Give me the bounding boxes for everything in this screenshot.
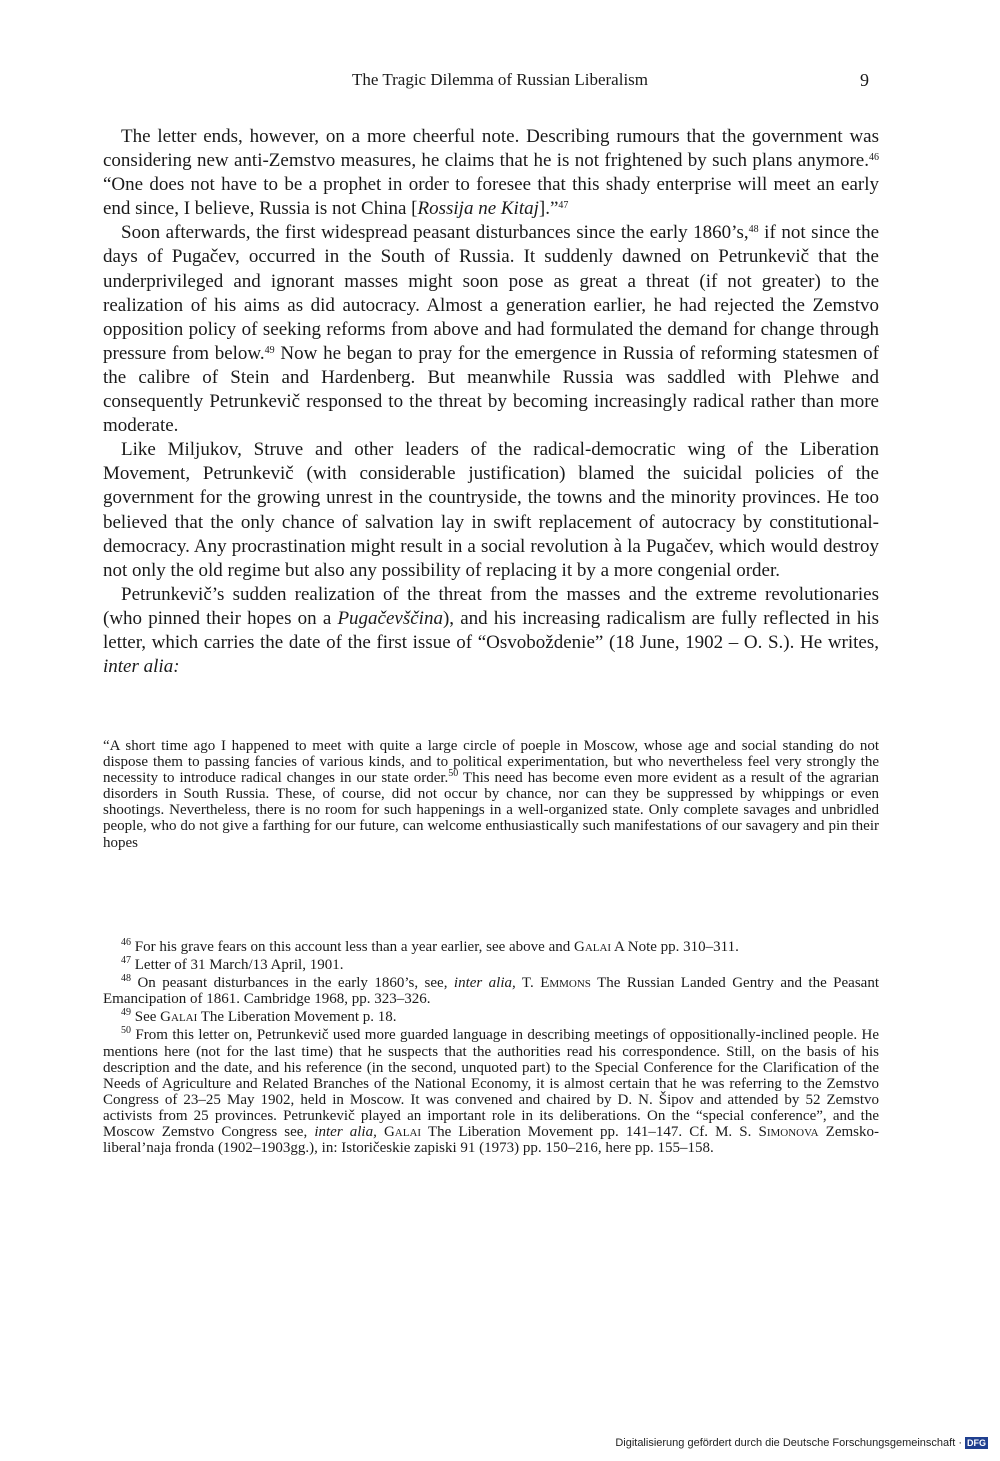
paragraph-4-italic-1: Pugačevščina (337, 607, 443, 629)
paragraph-1-text-c: ].” (538, 198, 559, 220)
paragraph-1-italic: Rossija ne Kitaj (417, 198, 539, 220)
paragraph-1 (103, 125, 879, 221)
credit-text: Digitalisierung gefördert durch die Deutsche Forschungsgemeinschaft · (615, 1437, 962, 1449)
paragraph-4-text-a: Petrunkevič’s sudden realization of the threat from the masses and the extreme revolutionaries (who pinned their hopes on a (103, 583, 879, 629)
paragraph-2-text-b: if not since the days of Pugačev, occurred in the South of Russia. It suddenly dawned on Petrunkevič that the underprivileged and ignorant masses might soon pose as great a threat (if not greater) to the realization of his aims as did autocracy. Almost a generation earlier, he had rejected the Zemstvo opposition policy of seeking reforms from above and had formulated the demand for change through pressure from below. (103, 222, 879, 364)
dfg-logo: DFG (967, 1438, 986, 1448)
footnote-48-text-c: The Russian Landed Gentry and the Peasant Emancipation of 1861. Cambridge 1968, pp. 323–326. (103, 975, 880, 1008)
running-title: The Tragic Dilemma of Russian Liberalism (351, 70, 649, 89)
footnote-number: 47 (121, 955, 131, 967)
paragraph-2 (103, 221, 879, 438)
footnote-number: 46 (121, 937, 131, 948)
body-text (103, 125, 879, 679)
paragraph-3: Like Miljukov, Struve and other leaders of the radical-democratic wing of the Liberation Movement, Petrunkevič (with considerable justification) blamed the suicidal policies of the government for the growing unrest in the countryside, the towns and the minority provinces. He too believed that the only chance of salvation lay in swift replacement of autocracy by constitutional-democracy. Any procrastination might result in a social revolution à la Pugačev, which would destroy not only the old regime but also any possibility of replacing it by a more congenial order. (103, 439, 879, 581)
footnote-48-italic: inter alia, (453, 975, 516, 992)
footnote-47-text: Letter of 31 March/13 April, 1901. (131, 957, 344, 974)
footnote-49-text-b: The Liberation Movement p. 18. (197, 1009, 397, 1026)
quote-text-b: This need has become even more evident as a result of the agrarian disorders in South Russia. These, of course, did not occur by chance, nor can they be suppressed by whippings or even shootings. Nevertheless, there is no room for such happenings in a well-organized state. Only complete savages and unbridled people, who do not give a farthing for our future, can welcome enthusiastically such manifestations of our savagery and pin their hopes (103, 770, 879, 851)
page-number: 9 (860, 70, 869, 90)
footnote-48-text-b: T. (515, 975, 541, 992)
paragraph-1-text-b: “One does not have to be a prophet in order to foresee that this shady enterprise will meet an early end since, I believe, Russia is not China [ (103, 174, 879, 220)
footnote-49-author: Galai (160, 1009, 198, 1026)
paragraph-4 (103, 583, 879, 679)
footnote-46-text-a: For his grave fears on this account less than a year earlier, see above and (131, 939, 574, 955)
footnote-ref-46: 46 (869, 152, 879, 164)
footnote-47 (103, 957, 879, 973)
footnote-46-author: Galai (573, 939, 612, 955)
paragraph-1-text-a: The letter ends, however, on a more cheerful note. Describing rumours that the government was considering new anti-Zemstvo measures, he claims that he is not frightened by such plans anymore. (103, 126, 879, 172)
footnote-number: 48 (121, 973, 131, 985)
footnote-49-text-a: See (131, 1009, 161, 1026)
footnote-50-text-c: The Liberation Movement pp. 141–147. Cf. M. S. (421, 1124, 759, 1141)
footnote-48 (103, 975, 879, 1007)
footnote-46 (103, 939, 879, 955)
block-quote (103, 738, 879, 851)
footnote-48-text-a: On peasant disturbances in the early 1860’s, see, (131, 975, 454, 992)
paragraph-4-text-b: ), and his increasing radicalism are fully reflected in his letter, which carries the date of the first issue of “Osvoboždenie” (18 June, 1902 – O. S.). He writes, (103, 607, 879, 653)
paragraph-2-text-a: Soon afterwards, the first widespread peasant disturbances since the early 1860’s, (121, 222, 749, 244)
paragraph-2-text-c: Now he began to pray for the emergence in Russia of reforming statesmen of the calibre of Stein and Hardenberg. But meanwhile Russia was saddled with Plehwe and consequently Petrunkevič responsed to the threat by becoming increasingly radical rather than more moderate. (103, 342, 879, 437)
footnote-number: 50 (121, 1025, 131, 1037)
footnote-50-author-1: Galai (383, 1124, 422, 1141)
footnote-ref-49: 49 (264, 344, 275, 356)
footnote-50 (103, 1027, 879, 1156)
running-header (0, 70, 1000, 96)
footnote-50-italic: inter alia, (314, 1124, 377, 1141)
quote-text-a: “A short time ago I happened to meet with quite a large circle of poeple in Moscow, whose age and social standing do not dispose them to passing fancies of various kinds, and to political experimentation, but who nevertheless feel very strongly the necessity to introduce radical changes in our state order. (103, 738, 879, 787)
footnote-48-author: Emmons (540, 975, 591, 992)
footnote-50-author-2: Simonova (758, 1124, 819, 1141)
footnotes (103, 939, 879, 1158)
quote-text (103, 738, 879, 851)
footnote-49 (103, 1009, 879, 1025)
footnote-ref-50: 50 (448, 768, 459, 780)
footnote-number: 49 (121, 1007, 131, 1019)
footnote-ref-47: 47 (558, 200, 569, 212)
footnote-46-text-b: A Note pp. 310–311. (611, 939, 739, 955)
footnote-50-text-a: From this letter on, Petrunkevič used more guarded language in describing meetings of oppositionally-inclined people. He mentions here (not for the last time) that he suspects that the authorities read his correspondence. Still, on the basis of his description and the date, and his reference (in the second, unquoted part) to the Special Conference for the Clarification of the Needs of Agriculture and Related Branches of the National Economy, it is almost certain that he was referring to the Zemstvo Congress of 23–25 May 1902, held in Moscow. It was convened and chaired by D. N. Šipov and attended by 52 Zemstvo activists from 25 provinces. Petrunkevič played an important role in its deliberations. On the “special conference”, and the Moscow Zemstvo Congress see, (103, 1027, 879, 1141)
footnote-50-text-d: Zemsko-liberal’naja fronda (1902–1903gg.), in: Istoričeskie zapiski 91 (1973) pp. 150–216, here pp. 155–158. (103, 1124, 880, 1157)
paragraph-4-italic-2: inter alia: (103, 656, 180, 678)
footnote-ref-48: 48 (748, 224, 759, 236)
footnote-50-text-b (377, 1124, 384, 1140)
digitization-credit (600, 1437, 988, 1449)
